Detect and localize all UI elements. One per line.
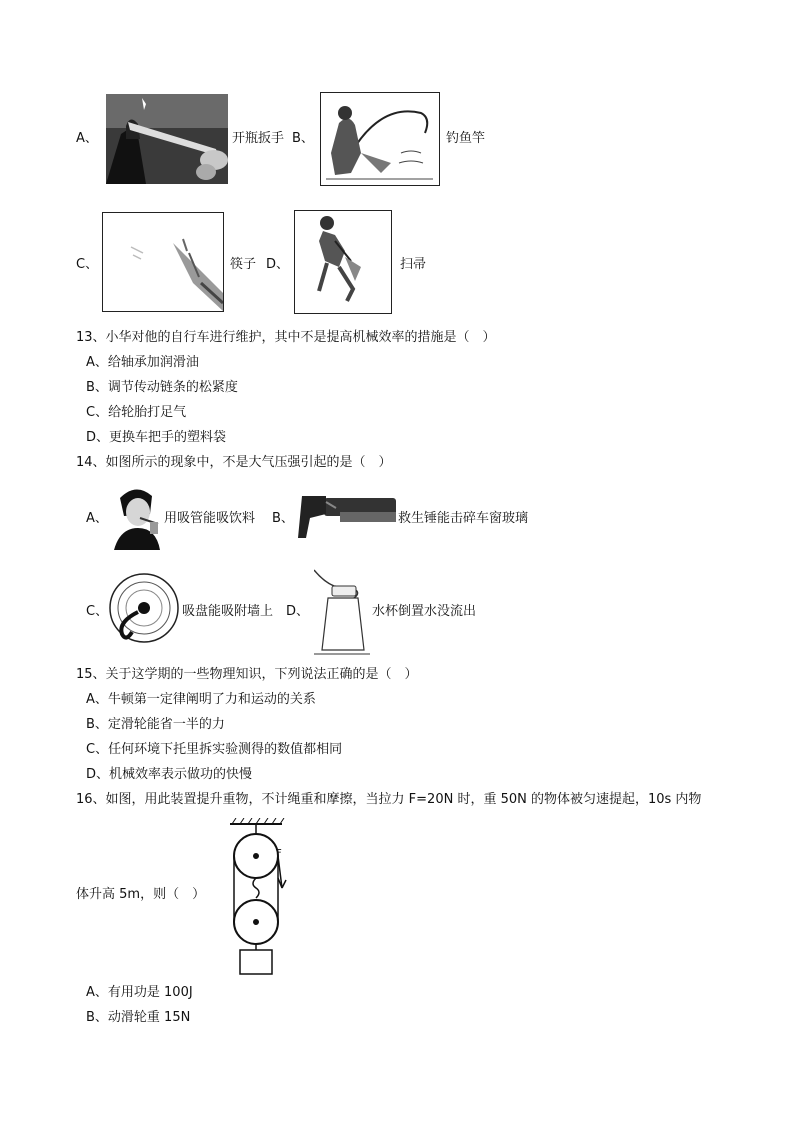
q15-option-a: A、牛顿第一定律阐明了力和运动的关系 [86, 692, 316, 707]
q13-option-a: A、给轴承加润滑油 [86, 355, 199, 370]
q14-option-c-letter: C、 [86, 604, 109, 619]
q13-option-b: B、调节传动链条的松紧度 [86, 380, 238, 395]
q16-stem-line2: 体升高 5m，则（ ） [76, 887, 206, 902]
q16-stem-line1: 16、如图，用此装置提升重物，不计绳重和摩擦，当拉力 F=20N 时，重 50N 的物体被匀速提起，10s 内物 [76, 792, 702, 807]
safety-hammer-image [296, 492, 398, 540]
q16-option-b: B、动滑轮重 15N [86, 1010, 191, 1025]
q15-stem: 15、关于这学期的一些物理知识，下列说法正确的是（ ） [76, 667, 418, 682]
chopsticks-image [102, 212, 224, 312]
q12-option-b-letter: B、 [292, 131, 314, 146]
q13-option-c: C、给轮胎打足气 [86, 405, 187, 420]
q15-option-b: B、定滑轮能省一半的力 [86, 717, 225, 732]
q15-option-c: C、任何环境下托里拆实验测得的数值都相同 [86, 742, 343, 757]
q14-option-a-label: 用吸管能吸饮料 [164, 511, 256, 526]
q14-option-d-letter: D、 [286, 604, 310, 619]
fishing-rod-image [320, 92, 440, 186]
q12-option-a-label: 开瓶扳手 [232, 131, 285, 146]
inverted-cup-image [314, 568, 370, 656]
q13-option-d: D、更换车把手的塑料袋 [86, 430, 227, 445]
q12-option-b-label: 钓鱼竿 [446, 131, 486, 146]
q12-option-c-letter: C、 [76, 257, 99, 272]
q14-stem: 14、如图所示的现象中，不是大气压强引起的是（ ） [76, 455, 392, 470]
q13-stem: 13、小华对他的自行车进行维护，其中不是提高机械效率的措施是（ ） [76, 330, 496, 345]
q12-option-d-label: 扫帚 [400, 257, 427, 272]
pulley-system-diagram [226, 818, 296, 976]
drinking-straw-image [110, 484, 162, 550]
q12-option-c-label: 筷子 [230, 257, 257, 272]
q14-option-a-letter: A、 [86, 511, 108, 526]
q16-option-a: A、有用功是 100J [86, 985, 193, 1000]
suction-cup-image [108, 572, 180, 644]
q12-option-a-letter: A、 [76, 131, 98, 146]
q14-option-b-label: 救生锤能击碎车窗玻璃 [398, 511, 529, 526]
force-label: F [276, 848, 282, 859]
q15-option-d: D、机械效率表示做功的快慢 [86, 767, 253, 782]
bottle-opener-image [106, 94, 228, 184]
q14-option-c-label: 吸盘能吸附墙上 [182, 604, 274, 619]
q14-option-b-letter: B、 [272, 511, 294, 526]
q14-option-d-label: 水杯倒置水没流出 [372, 604, 477, 619]
q12-option-d-letter: D、 [266, 257, 290, 272]
broom-image [294, 210, 392, 314]
